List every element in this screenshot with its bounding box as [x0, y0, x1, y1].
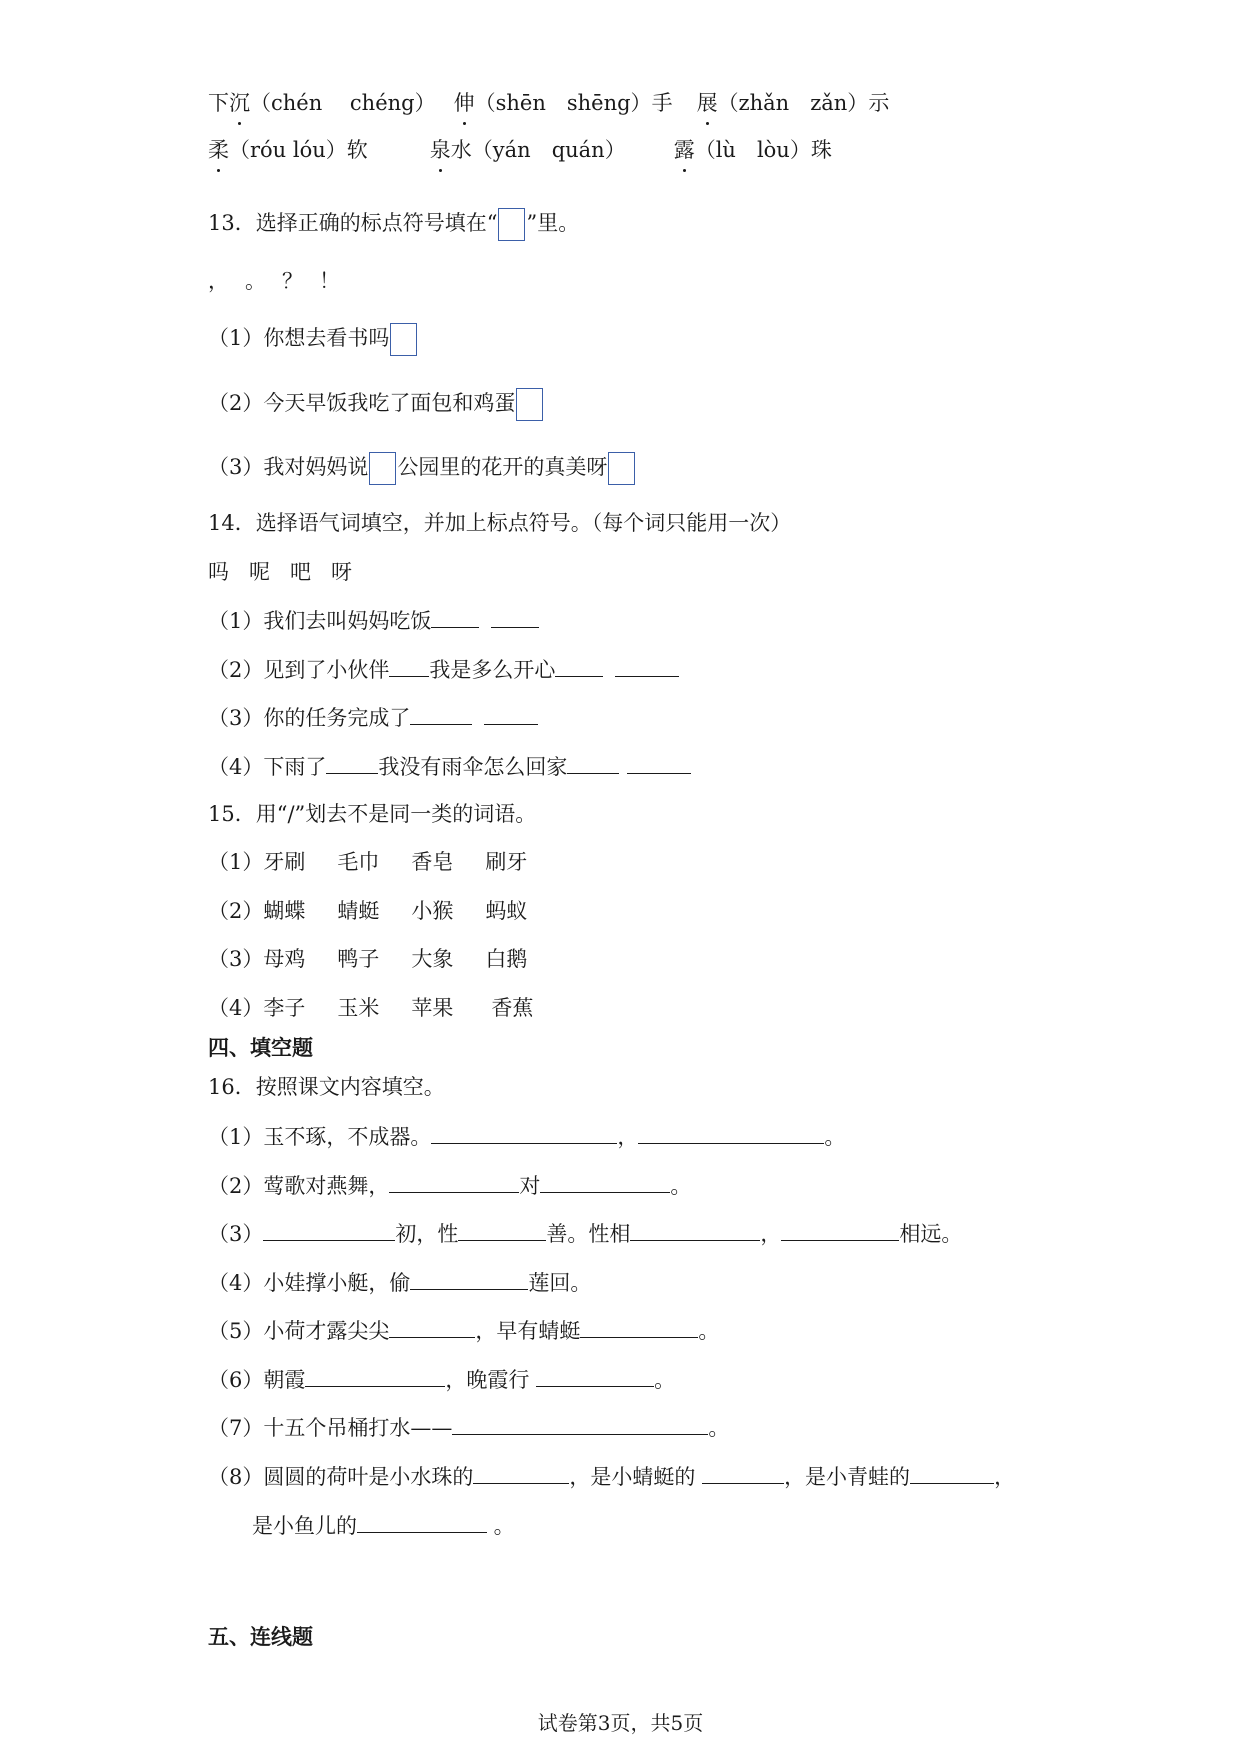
blank[interactable] [540, 1170, 670, 1193]
item-number: （4） [208, 1271, 264, 1295]
blank[interactable] [630, 1218, 760, 1241]
blank[interactable] [615, 654, 679, 677]
item-number: （1） [208, 609, 264, 633]
word[interactable]: 香蕉 [491, 996, 534, 1020]
blank[interactable] [910, 1461, 994, 1484]
item-number: （2） [208, 899, 264, 923]
blank[interactable] [567, 751, 619, 774]
choice: 吗 [208, 560, 229, 584]
answer-box[interactable] [516, 388, 543, 421]
pinyin-row-1 [208, 88, 889, 118]
item-text: 。 [487, 1514, 515, 1538]
blank[interactable] [473, 1461, 569, 1484]
word[interactable]: 蝴蝶 [263, 899, 306, 923]
char: 手 [651, 91, 673, 115]
item-text: 今天早饭我吃了面包和鸡蛋 [263, 391, 516, 415]
q15-row-4 [208, 993, 533, 1023]
blank[interactable] [389, 1315, 475, 1338]
blank[interactable] [781, 1218, 899, 1241]
question-text: 13．选择正确的标点符号填在“ [208, 211, 498, 235]
q14-item-2 [208, 654, 679, 685]
blank[interactable] [627, 751, 691, 774]
word[interactable]: 白鹅 [485, 947, 528, 971]
item-text: 我是多么开心 [429, 658, 556, 682]
q16-item-6 [208, 1364, 675, 1395]
item-text: 。 [824, 1125, 846, 1149]
punctuation-box [498, 208, 525, 241]
item-number: （3） [208, 706, 264, 730]
item-text: 。 [670, 1174, 692, 1198]
q16-item-4 [208, 1267, 591, 1298]
blank[interactable] [389, 654, 429, 677]
item-number: （6） [208, 1368, 264, 1392]
item-text: 玉不琢，不成器。 [263, 1125, 432, 1149]
answer-box[interactable] [608, 452, 635, 485]
q15-row-3 [208, 944, 527, 974]
item-text: 初，性 [395, 1222, 459, 1246]
char: 珠 [810, 138, 832, 162]
question-13-title [208, 208, 579, 241]
pinyin-options: （zhǎn zǎn） [717, 91, 869, 115]
blank[interactable] [638, 1121, 824, 1144]
item-number: （1） [208, 326, 264, 350]
item-text: 善。性相 [546, 1222, 631, 1246]
item-text: 见到了小伙伴 [263, 658, 390, 682]
question-14-title: 14．选择语气词填空，并加上标点符号。（每个词只能用一次） [208, 511, 792, 535]
item-text: 小荷才露尖尖 [263, 1319, 390, 1343]
blank[interactable] [702, 1461, 784, 1484]
q14-item-4 [208, 751, 691, 782]
choice: 。 [245, 269, 266, 293]
word[interactable]: 大象 [411, 947, 454, 971]
pinyin-options: （chén chéng） [250, 91, 436, 115]
item-text: 我对妈妈说 [263, 455, 369, 479]
item-text: 下雨了 [263, 755, 327, 779]
item-number: （3） [208, 455, 264, 479]
pinyin-options: （lù lòu） [694, 138, 811, 162]
item-number: （1） [208, 850, 264, 874]
blank[interactable] [484, 702, 538, 725]
q16-item-8-cont [252, 1510, 515, 1541]
blank[interactable] [431, 605, 479, 628]
blank[interactable] [410, 1267, 528, 1290]
item-text: ， [994, 1465, 1016, 1489]
question-16-title: 16．按照课文内容填空。 [208, 1075, 445, 1099]
answer-box[interactable] [390, 323, 417, 356]
choice: 呢 [249, 560, 270, 584]
item-number: （4） [208, 996, 264, 1020]
item-number: （5） [208, 1319, 264, 1343]
item-number: （1） [208, 1125, 264, 1149]
item-text: 。 [654, 1368, 676, 1392]
word[interactable]: 牙刷 [263, 850, 306, 874]
word[interactable]: 李子 [263, 996, 306, 1020]
item-number: （2） [208, 391, 264, 415]
word[interactable]: 刷牙 [485, 850, 528, 874]
dotted-char: 泉 [430, 135, 451, 165]
item-text: 我们去叫妈妈吃饭 [263, 609, 432, 633]
item-text: ，晚霞行 [445, 1368, 537, 1392]
item-number: （4） [208, 755, 264, 779]
item-text: 对 [519, 1174, 541, 1198]
q16-item-3 [208, 1218, 962, 1249]
word[interactable]: 玉米 [337, 996, 380, 1020]
blank[interactable] [389, 1170, 519, 1193]
item-number: （2） [208, 1174, 264, 1198]
blank[interactable] [305, 1364, 445, 1387]
char: 示 [868, 91, 890, 115]
blank[interactable] [458, 1218, 546, 1241]
section-heading-4: 四、填空题 [208, 1036, 313, 1060]
item-text: ，是小蜻蜓的 [569, 1465, 703, 1489]
q14-item-1 [208, 605, 539, 636]
item-text: 公园里的花开的真美呀 [397, 455, 608, 479]
item-number: （8） [208, 1465, 264, 1489]
item-text: 莲回。 [528, 1271, 592, 1295]
q16-item-5 [208, 1315, 719, 1346]
item-text: 莺歌对燕舞， [263, 1174, 390, 1198]
question-15-title: 15．用“/”划去不是同一类的词语。 [208, 802, 537, 826]
choice: ， [208, 269, 229, 293]
section-heading-5: 五、连线题 [208, 1625, 313, 1649]
q16-item-7 [208, 1412, 729, 1443]
q16-item-1 [208, 1121, 845, 1152]
blank[interactable] [580, 1315, 698, 1338]
q15-row-2 [208, 896, 527, 926]
answer-box[interactable] [369, 452, 396, 485]
item-text: 我没有雨伞怎么回家 [378, 755, 568, 779]
q13-item-1 [208, 323, 418, 356]
word[interactable]: 小猴 [411, 899, 454, 923]
item-text: ， [760, 1222, 782, 1246]
blank[interactable] [263, 1218, 395, 1241]
pinyin-options: （yán quán） [471, 138, 626, 162]
item-number: （7） [208, 1416, 264, 1440]
dotted-char: 伸 [454, 88, 475, 118]
blank[interactable] [357, 1510, 487, 1533]
item-text: 小娃撑小艇，偷 [263, 1271, 411, 1295]
blank[interactable] [491, 605, 539, 628]
char: 水 [450, 138, 472, 162]
dotted-char: 露 [674, 135, 695, 165]
word[interactable]: 毛巾 [337, 850, 380, 874]
dotted-char: 柔 [208, 135, 229, 165]
word[interactable]: 苹果 [411, 996, 454, 1020]
item-text: 相远。 [899, 1222, 963, 1246]
item-text: 十五个吊桶打水—— [263, 1416, 453, 1440]
item-text: ，是小青蛙的 [784, 1465, 911, 1489]
char: 软 [346, 138, 368, 162]
modal-word-choices [208, 557, 352, 587]
pinyin-row-2 [208, 135, 832, 165]
choice: 呀 [331, 560, 352, 584]
pinyin-options: （shēn shēng） [474, 91, 652, 115]
word[interactable]: 鸭子 [337, 947, 380, 971]
item-text: 朝霞 [263, 1368, 306, 1392]
q16-item-2 [208, 1170, 691, 1201]
blank[interactable] [431, 1121, 617, 1144]
dotted-char: 沉 [229, 88, 250, 118]
blank[interactable] [410, 702, 472, 725]
word[interactable]: 蜻蜓 [337, 899, 380, 923]
item-text: 你想去看书吗 [263, 326, 390, 350]
choice: ！ [319, 269, 340, 293]
word[interactable]: 蚂蚁 [485, 899, 528, 923]
dotted-char: 展 [697, 88, 718, 118]
item-number: （3） [208, 947, 264, 971]
punctuation-choices [208, 266, 340, 296]
choice: 吧 [290, 560, 311, 584]
question-text: ”里。 [526, 211, 580, 235]
item-number: （2） [208, 658, 264, 682]
q13-item-3 [208, 452, 636, 485]
item-text: 圆圆的荷叶是小水珠的 [263, 1465, 474, 1489]
char: 下 [208, 91, 229, 115]
item-text: 你的任务完成了 [263, 706, 411, 730]
blank[interactable] [536, 1364, 654, 1387]
q14-item-3 [208, 702, 538, 733]
word[interactable]: 香皂 [411, 850, 454, 874]
choice: ？ [282, 269, 303, 293]
page-footer: 试卷第3页，共5页 [537, 1711, 704, 1735]
item-text: ，早有蜻蜓 [475, 1319, 581, 1343]
pinyin-options: （róu lóu） [229, 138, 347, 162]
item-text: 是小鱼儿的 [252, 1514, 357, 1538]
item-text: ， [617, 1125, 639, 1149]
blank[interactable] [452, 1412, 708, 1435]
q16-item-8 [208, 1461, 1015, 1492]
item-number: （3） [208, 1222, 264, 1246]
item-text: 。 [698, 1319, 720, 1343]
item-text: 。 [708, 1416, 730, 1440]
q13-item-2 [208, 388, 544, 421]
blank[interactable] [555, 654, 603, 677]
word[interactable]: 母鸡 [263, 947, 306, 971]
q15-row-1 [208, 847, 527, 877]
blank[interactable] [326, 751, 378, 774]
